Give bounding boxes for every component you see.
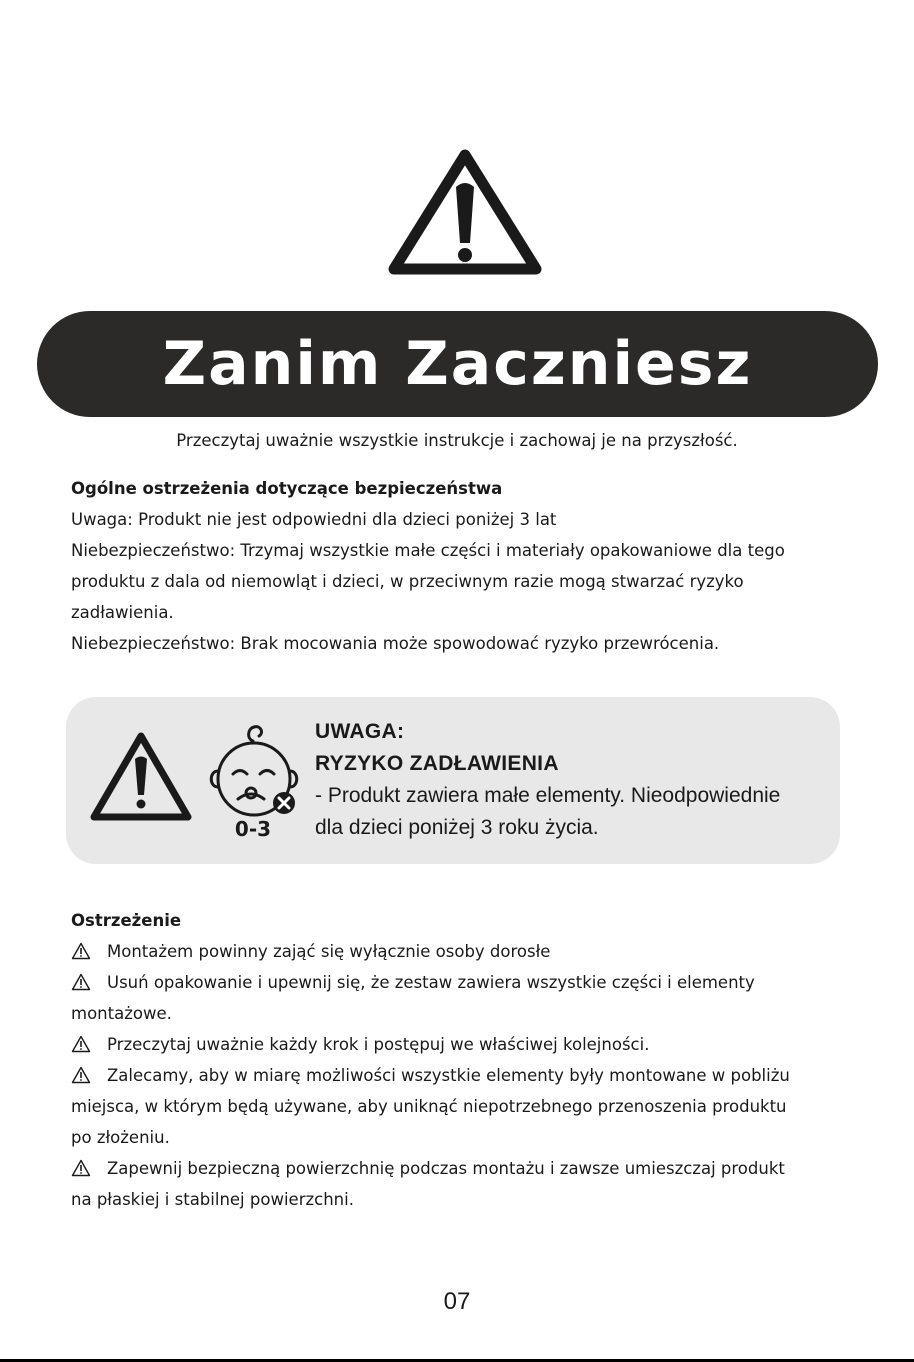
list-item <box>71 936 861 967</box>
title-banner <box>37 311 878 417</box>
warning-triangle-icon <box>71 1159 91 1177</box>
list-item <box>71 1029 861 1060</box>
warning-triangle-icon <box>71 942 91 960</box>
subtitle: Przeczytaj uważnie wszystkie instrukcje i zachowaj je na przyszłość. <box>176 431 738 450</box>
list-item-continuation: po złożeniu. <box>71 1128 170 1147</box>
choking-title-1: UWAGA: <box>315 720 405 743</box>
list-item <box>71 967 861 998</box>
choking-title-2: RYZYKO ZADŁAWIENIA <box>315 752 559 775</box>
warning-line: Uwaga: Produkt nie jest odpowiedni dla dzieci poniżej 3 lat <box>71 510 557 529</box>
warnings-heading: Ostrzeżenie <box>71 911 182 930</box>
list-item <box>71 1060 861 1091</box>
list-item-text: Zapewnij bezpieczną powierzchnię podczas montażu i zawsze umieszczaj produkt <box>107 1159 785 1178</box>
warning-triangle-icon <box>71 973 91 991</box>
warning-triangle-icon <box>71 1035 91 1053</box>
choking-body-2: dla dzieci poniżej 3 roku życia. <box>315 816 599 839</box>
list-item <box>71 1153 861 1184</box>
choking-hazard-text <box>315 716 835 844</box>
list-item-continuation: miejsca, w którym będą używane, aby uniknąć niepotrzebnego przenoszenia produktu <box>71 1097 787 1116</box>
warning-triangle-icon <box>386 145 544 277</box>
warning-triangle-icon <box>71 1066 91 1084</box>
warning-triangle-icon <box>88 729 194 824</box>
baby-face-icon <box>203 719 299 817</box>
warnings-section <box>71 905 861 1215</box>
warning-line: zadławienia. <box>71 603 174 622</box>
list-item-continuation: montażowe. <box>71 1004 172 1023</box>
general-warnings-section <box>71 473 861 659</box>
age-label: 0-3 <box>234 817 272 841</box>
list-item-text: Zalecamy, aby w miarę możliwości wszystkie elementy były montowane w pobliżu <box>107 1066 790 1085</box>
list-item-text: Usuń opakowanie i upewnij się, że zestaw zawiera wszystkie części i elementy <box>107 973 755 992</box>
choking-body-1: - Produkt zawiera małe elementy. Nieodpowiednie <box>315 784 781 807</box>
warning-line: produktu z dala od niemowląt i dzieci, w przeciwnym razie mogą stwarzać ryzyko <box>71 572 744 591</box>
general-warnings-heading: Ogólne ostrzeżenia dotyczące bezpieczeństwa <box>71 479 503 498</box>
list-item-text: Montażem powinny zająć się wyłącznie osoby dorosłe <box>107 942 551 961</box>
page-number: 07 <box>443 1288 471 1315</box>
list-item-text: Przeczytaj uważnie każdy krok i postępuj we właściwej kolejności. <box>107 1035 650 1054</box>
page-title: Zanim Zaczniesz <box>162 329 753 399</box>
warning-line: Niebezpieczeństwo: Trzymaj wszystkie małe części i materiały opakowaniowe dla tego <box>71 541 785 560</box>
warning-line: Niebezpieczeństwo: Brak mocowania może spowodować ryzyko przewrócenia. <box>71 634 720 653</box>
list-item-continuation: na płaskiej i stabilnej powierzchni. <box>71 1190 354 1209</box>
